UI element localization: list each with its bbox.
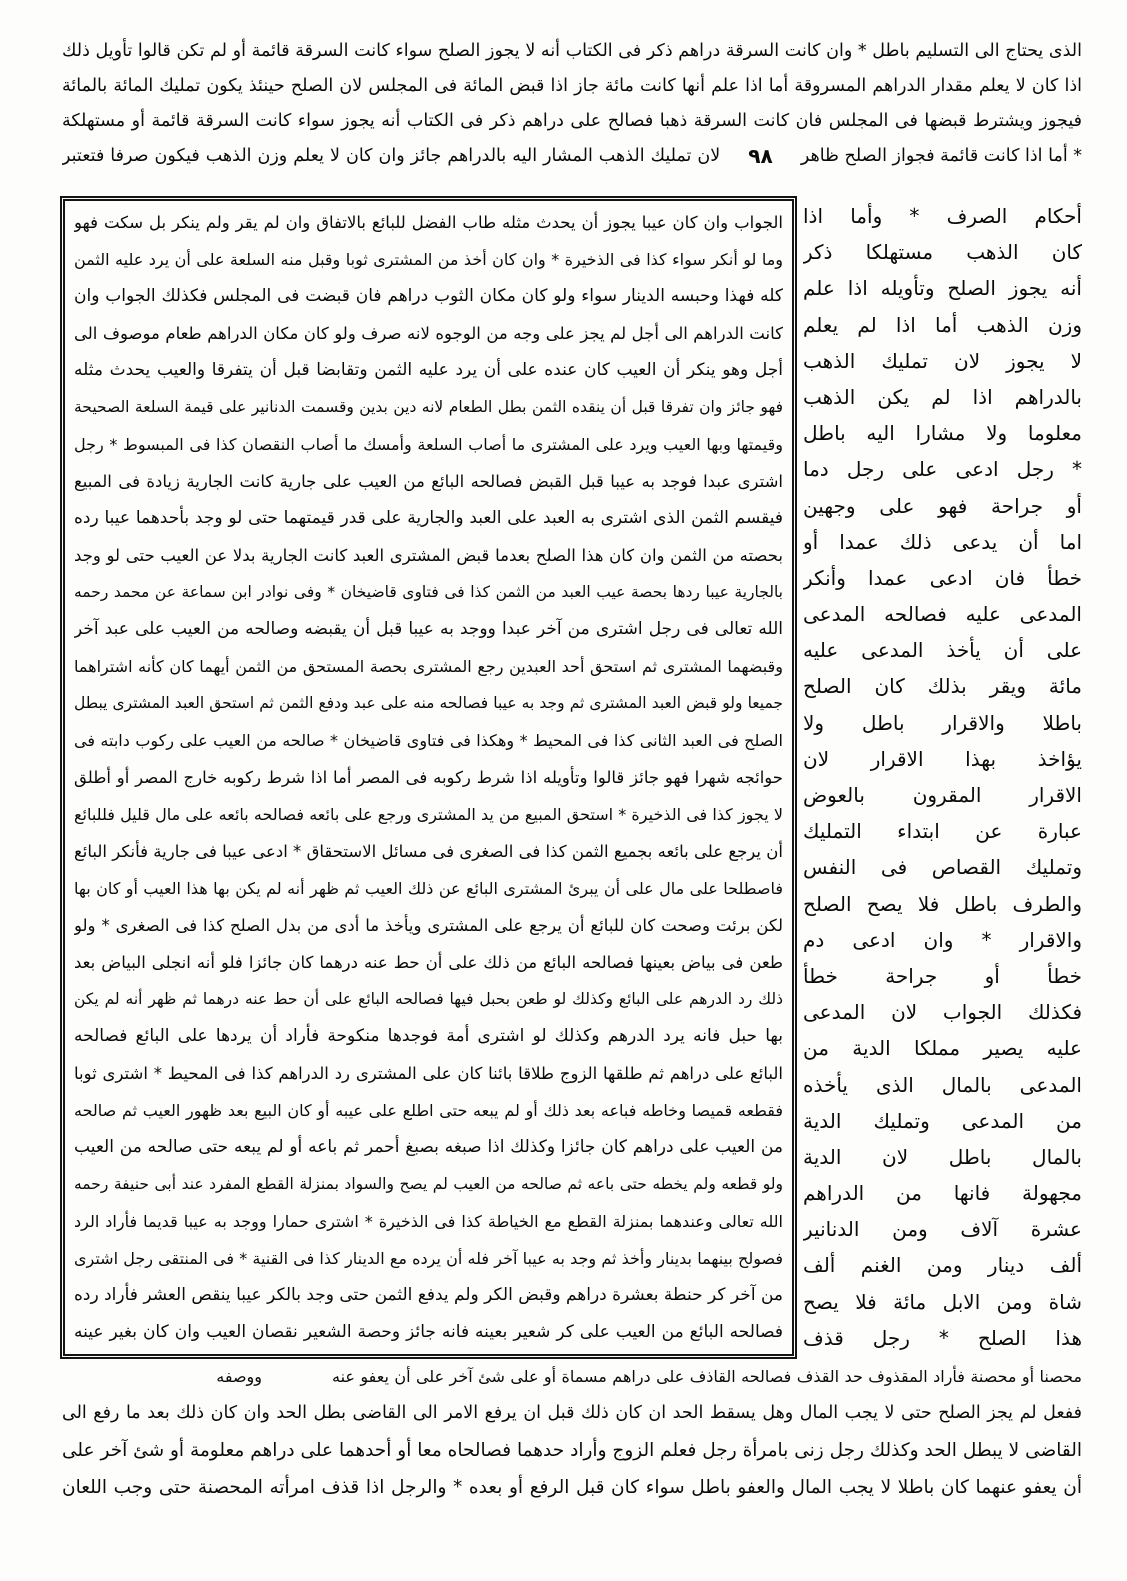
footer-text-segment: محصنا أو محصنة فأراد المقذوف حد القذف فصالحه القاذف على دراهم مسماة أو على شئ آخر على أن يعفو عنه xyxy=(332,1367,1082,1386)
commentary-text-line: بها حبل فانه يرد الدرهم وكذلك لو اشترى أمة فوجدها منكوحة فأراد أن يردها على البائع فصالحه xyxy=(74,1026,783,1046)
header-text-line: اذا كان لا يعلم مقدار الدراهم المسروقة أما اذا علم أنها كانت مائة جاز اذا قبض المائة فى المجلس لان الصلح حينئذ يكون تمليك المائة بالمائة xyxy=(62,76,1082,96)
commentary-text-line: حوائجه شهرا فهو جائز قالوا وتأويله اذا شرط ركوبه فى المصر أما اذا شرط ركوبه خارج المصر أو أطلق xyxy=(74,768,783,787)
margin-text-line: ألف دينار ومن الغنم ألف xyxy=(803,1253,1082,1278)
commentary-text-line: أن يرجع على بائعه بجميع الثمن كذا فى الصغرى فى مسائل الاستحقاق * ادعى عيبا فى جارية فأنكر البائع xyxy=(74,842,783,861)
commentary-text-line: بحصته من الثمن وان كان هذا الصلح بعدما قبض المشترى العبد كانت الجارية بدلا عن العيب حتى لو وجد xyxy=(74,546,783,565)
commentary-text-line: البائع على دراهم ثم طلقها الزوج طلاقا بائنا كان على المشترى رد الدراهم كذا فى المحيط * اشترى ثوبا xyxy=(74,1064,783,1083)
margin-text-line: عشرة آلاف ومن الدنانير xyxy=(803,1217,1082,1242)
commentary-text-line: لكن برئت وصحت كان للبائع أن يرجع على المشترى ويأخذ ما أدى من بدل الصلح كذا فى الصغرى * ولو xyxy=(74,916,783,935)
header-text-segment: * أما اذا كانت قائمة فجواز الصلح ظاهر xyxy=(800,146,1082,166)
commentary-text-line: الله تعالى فى رجل اشترى من آخر عبدا ووجد به عيبا قبل أن يقبضه وصالحه من العيب على عبد آخر xyxy=(74,619,783,639)
commentary-frame xyxy=(60,196,797,1359)
margin-text-line: خطأ أو جراحة خطأ xyxy=(803,963,1082,988)
commentary-text-line: فصالحه البائع من العيب على كر شعير بعينه فانه جائز وحصة الشعير نقصان العيب وان كان بغير عينه xyxy=(74,1322,783,1342)
margin-text-line: كان الذهب مستهلكا ذكر xyxy=(803,240,1082,265)
margin-text-line: يؤاخذ بهذا الاقرار لان xyxy=(803,746,1082,771)
footer-text-segment: ووصفه xyxy=(216,1367,262,1386)
header-text-segment: لان تمليك الذهب المشار اليه بالدراهم جائز وان كان لا يعلم وزن الذهب فيكون صرفا فتعتبر xyxy=(62,146,721,166)
margin-text-line: مائة ويقر بذلك كان الصلح xyxy=(803,674,1082,699)
margin-text-line: * رجل ادعى على رجل دما xyxy=(803,457,1082,482)
margin-text-line: وتمليك القصاص فى النفس xyxy=(803,855,1082,880)
footer-text-line: ففعل لم يجز الصلح حتى لا يجب المال وهل يسقط الحد ان كان ذلك قبل ان يرفع الامر الى القاضى بطل الحد وان كان ذلك بعد ما رفع الى xyxy=(62,1403,1082,1423)
margin-text-line: أنه يجوز الصلح وتأويله اذا علم xyxy=(803,276,1082,301)
margin-text-line: هذا الصلح * رجل قذف xyxy=(803,1325,1082,1350)
header-page-number-line xyxy=(62,139,1082,174)
margin-text-line: مجهولة فانها من الدراهم xyxy=(803,1181,1082,1206)
footer-text-line: القاضى لا يبطل الحد وكذلك رجل زنى بامرأة رجل فعلم الزوج وأراد حدهما فصالحاه معا أو أحدهما على دراهم معلومة أو شئ آخر على xyxy=(62,1440,1082,1461)
commentary-text-line: فقطعه قميصا وخاطه فباعه بعد ذلك أو لم يبعه حتى اطلع على عيبه أو كان البيع بعد ظهور العيب ثم صالحه xyxy=(74,1101,783,1120)
commentary-text-line: وما لو أنكر سواء كذا فى الذخيرة * وان كان أخذ من المشترى ثوبا وقبل منه السلعة على أن يرد عليه الثمن xyxy=(74,250,783,269)
commentary-text-line: الجواب وان كان عيبا يجوز أن يحدث مثله طاب الفضل للبائع بالاتفاق وان لم يقر ولم ينكر بل سكت فهو xyxy=(74,213,783,232)
commentary-text-line: وقيمتها وبها العيب ويرد على المشترى ما أصاب السلعة وأمسك ما أصاب النقصان كذا فى المبسوط * رجل xyxy=(74,435,783,454)
margin-text-line: لا يجوز لان تمليك الذهب xyxy=(803,348,1082,373)
header-block xyxy=(62,34,1082,174)
commentary-text-line: وقبضهما المشترى ثم استحق أحد العبدين رجع المشترى بحصة المستحق من الثمن أيهما كان كأنه اشتراهما xyxy=(74,657,783,676)
commentary-text-line: من آخر كر حنطة بعشرة دراهم وقبض الكر ولم يدفع الثمن حتى وجد بالكر عيبا ينقص العشر فأراد رده xyxy=(74,1285,783,1305)
margin-text-line: معلوما ولا مشارا اليه باطل xyxy=(803,421,1082,446)
margin-text-line: وزن الذهب أما اذا لم يعلم xyxy=(803,312,1082,337)
margin-text-line: أو جراحة فهو على وجهين xyxy=(803,493,1082,518)
margin-text-line: خطأ فان ادعى عمدا وأنكر xyxy=(803,565,1082,590)
commentary-text-line: ولو قطعه ولم يخطه حتى باعه ثم صالحه من العيب لم يصح والسواد بمنزلة القطع المفرد عند أبى حنيفة رحمه xyxy=(74,1175,783,1193)
commentary-text-line: فيقسم الثمن الذى اشترى به العبد على العبد والجارية على قدر قيمتهما حتى لو وجد بأحدهما عيبا رده xyxy=(74,508,783,528)
margin-text-line: المدعى عليه فصالحه المدعى xyxy=(803,602,1082,627)
margin-column xyxy=(803,198,1082,1356)
commentary-text-line: ذلك رد الدرهم على البائع وكذلك لو طعن بحبل فيها فصالحه البائع على أن حط عنه درهما ثم ظهر أنه لم يكن xyxy=(74,990,783,1008)
margin-text-line: والطرف باطل فلا يصح الصلح xyxy=(803,891,1082,916)
footer-text-line: أن يعفو عنهما كان باطلا لا يجب المال والعفو باطل سواء كان قبل الرفع أو بعده * والرجل اذا قذف امرأته المحصنة حتى وجب اللعان xyxy=(62,1477,1082,1498)
margin-text-line: فكذلك الجواب لان المدعى xyxy=(803,1000,1082,1025)
margin-text-line: من المدعى وتمليك الدية xyxy=(803,1108,1082,1133)
footer-block xyxy=(62,1358,1082,1506)
commentary-text-line: كانت الدراهم الى أجل لم يجز على وجه من الوجوه لانه صرف ولو كان مكان الدراهم طعام موصوف الى xyxy=(74,324,783,343)
margin-text-line: اما أن يدعى ذلك عمدا أو xyxy=(803,529,1082,554)
margin-text-line: عبارة عن ابتداء التمليك xyxy=(803,819,1082,844)
commentary-text-line: فصولح بينهما بدينار وأخذ ثم وجد به عيبا آخر فله أن يرده مع الدينار كذا فى القنية * فى المنتقى رجل اشترى xyxy=(74,1249,783,1268)
commentary-text-line: من العيب على دراهم كان جائزا وكذلك اذا صبغه بصبغ أحمر ثم باعه أو لم يبعه حتى صالحه من العيب xyxy=(74,1137,783,1157)
commentary-text-line: جميعا ولو قبض العبد المشترى ثم وجد به عيبا فصالحه منه على عبد ودفع الثمن ثم استحق العبد المشترى يبطل xyxy=(74,694,783,712)
commentary-text-line: اشترى عبدا فوجد به عيبا قبل القبض فصالحه البائع من العيب على جارية كانت الجارية زيادة فى المبيع xyxy=(74,472,783,491)
margin-text-line: عليه يصير مملكا الدية من xyxy=(803,1036,1082,1061)
margin-text-line: على أن يأخذ المدعى عليه xyxy=(803,638,1082,663)
margin-text-line: والاقرار * وان ادعى دم xyxy=(803,927,1082,952)
margin-text-line: بالمال باطل لان الدية xyxy=(803,1144,1082,1169)
margin-text-line: بالدراهم اذا لم يكن الذهب xyxy=(803,384,1082,409)
commentary-text-line: فهو جائز وان تفرقا قبل أن ينقده الثمن بطل الطعام لانه دين بدين وقسمت الدنانير على قيمة السلعة الصحيحة xyxy=(74,398,783,416)
commentary-text-line: أجل وهو ينكر أن العيب كان عنده على أن يرد عليه الثمن وتقابضا قبل أن يتفرقا والعيب يحدث مثله xyxy=(74,360,783,380)
commentary-text-line: طعن فى بياض بعينها فصالحه البائع من ذلك على أن حط عنه درهما كان جائزا فلو أنه انجلى البياض بعد xyxy=(74,953,783,972)
margin-text-line: أحكام الصرف * وأما اذا xyxy=(803,204,1082,228)
commentary-text-line: بالجارية عيبا ردها بحصة عيب العبد من الثمن كذا فى فتاوى قاضيخان * وفى نوادر ابن سماعة عن محمد رحمه xyxy=(74,583,783,601)
margin-text-line: شاة ومن الابل مائة فلا يصح xyxy=(803,1289,1082,1314)
commentary-text-line: فاصطلحا على مال على أن يبرئ المشترى البائع عن ذلك العيب ثم ظهر أنه لم يكن بها هذا العيب أو كان بها xyxy=(74,879,783,898)
margin-text-line: باطلا والاقرار باطل ولا xyxy=(803,710,1082,735)
page-number: ٩٨ xyxy=(748,144,773,168)
header-text-line: الذى يحتاج الى التسليم باطل * وان كانت السرقة دراهم ذكر فى الكتاب أنه لا يجوز الصلح سواء كانت السرقة قائمة أو لم تكن قالوا تأويل ذلك xyxy=(62,41,1082,61)
commentary-text-line: الله تعالى وعندهما بمنزلة القطع مع الخياطة كذا فى الذخيرة * اشترى حمارا ووجد به عيبا قديما فأراد الرد xyxy=(74,1212,783,1231)
margin-text-line: الاقرار المقرون بالعوض xyxy=(803,783,1082,807)
commentary-text-line: لا يجوز كذا فى الذخيرة * استحق المبيع من يد المشترى ورجع على بائعه فصالحه بائعه على مال قليل فللبائع xyxy=(74,805,783,824)
footer-text-line xyxy=(62,1358,1082,1395)
margin-text-line: المدعى بالمال الذى يأخذه xyxy=(803,1072,1082,1097)
commentary-text-line: الصلح فى العبد الثانى كذا فى المحيط * وهكذا فى فتاوى قاضيخان * صالحه من العيب على ركوب دابته فى xyxy=(74,731,783,750)
header-text-line: فيجوز ويشترط قبضها فى المجلس فان كانت السرقة ذهبا فصالح على دراهم ذكر فى الكتاب أنه يجوز سواء كانت السرقة قائمة أو مستهلكة xyxy=(62,111,1082,131)
commentary-text-line: كله فهذا وحبسه الدينار سواء ولو كان مكان الثوب دراهم فان قبضت فى المجلس فكذلك الجواب وان xyxy=(74,286,783,306)
